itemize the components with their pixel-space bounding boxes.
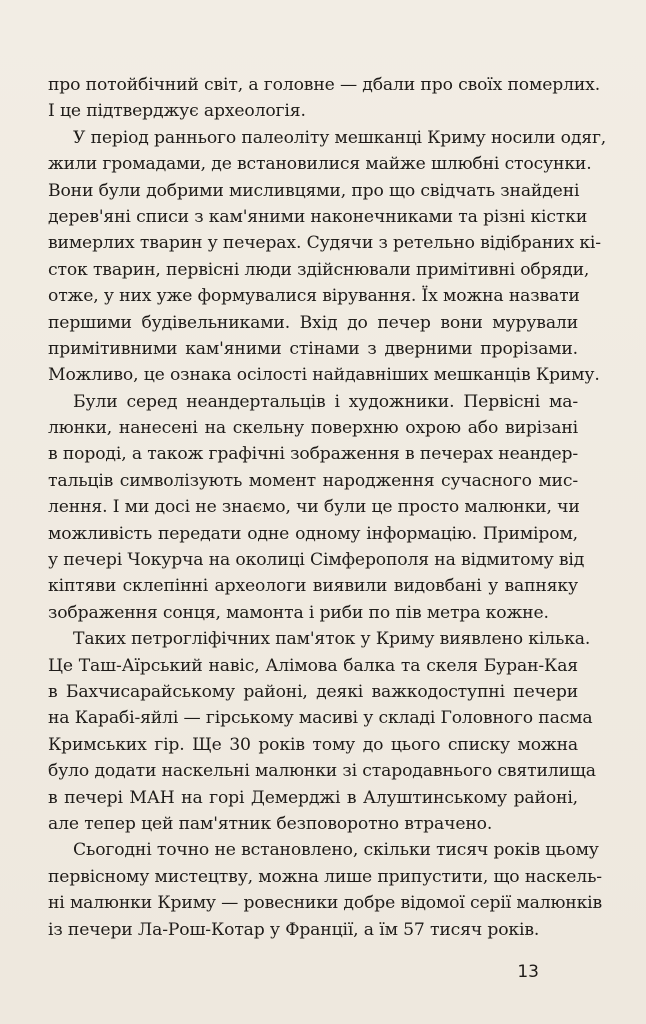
text-line: в печері МАН на горі Демерджі в Алуштинському районі, <box>48 787 578 808</box>
text-line: із печери Ла-Рош-Котар у Франції, а їм 57 тисяч років. <box>48 919 540 940</box>
text-line: Кримських гір. Ще 30 років тому до цього списку можна <box>48 734 578 755</box>
text-line: в Бахчисарайському районі, деякі важкодоступні печери <box>48 681 578 702</box>
text-line: Можливо, це ознака осілості найдавніших мешканців Криму. <box>48 365 600 386</box>
text-line: ні малюнки Криму — ровесники добре відомої серії малюнків <box>48 893 603 914</box>
text-line: було додати наскельні малюнки зі стародавнього святилища <box>48 761 596 782</box>
text-line: примітивними кам'яними стінами з дверними прорізами. <box>48 338 578 359</box>
text-line: Вони були добрими мисливцями, про що свідчать знайдені <box>48 180 580 201</box>
text-line: Були серед неандертальців і художники. Первісні ма- <box>73 391 578 412</box>
text-line: Це Таш-Аїрський навіс, Алімова балка та скеля Буран-Кая <box>48 655 578 676</box>
text-line: Сьогодні точно не встановлено, скільки тисяч років цьому <box>73 840 599 861</box>
text-line: жили громадами, де встановилися майже шлюбні стосунки. <box>48 154 592 175</box>
text-line: дерев'яні списи з кам'яними наконечниками та різні кістки <box>48 206 588 227</box>
text-line: про потойбічний світ, а головне — дбали про своїх померлих. <box>48 75 601 95</box>
text-line: І це підтверджує археологія. <box>48 101 306 122</box>
text-line: Таких петрогліфічних пам'яток у Криму виявлено кілька. <box>73 629 591 650</box>
text-line: тальців символізують момент народження сучасного мис- <box>48 470 578 491</box>
text-line: зображення сонця, мамонта і риби по пів метра кожне. <box>48 602 549 623</box>
body-text <box>48 72 607 943</box>
text-line: лення. І ми досі не знаємо, чи були це просто малюнки, чи <box>48 497 580 518</box>
text-line: кіптяви склепінні археологи виявили видовбані у вапняку <box>48 576 578 597</box>
text-line: У період раннього палеоліту мешканці Криму носили одяг, <box>73 127 607 148</box>
text-line: у печері Чокурча на околиці Сімферополя на відмитому від <box>48 550 585 571</box>
page-number: 13 <box>517 962 539 982</box>
text-line: первісному мистецтву, можна лише припустити, що наскель- <box>48 866 602 887</box>
text-line: але тепер цей пам'ятник безповоротно втрачено. <box>48 813 493 834</box>
text-line: отже, у них уже формувалися вірування. Їх можна назвати <box>48 286 580 307</box>
text-line: в породі, а також графічні зображення в печерах неандер- <box>48 444 578 465</box>
text-line: першими будівельниками. Вхід до печер вони мурували <box>48 312 578 333</box>
text-line: можливість передати одне одному інформацію. Приміром, <box>48 523 578 544</box>
text-line: на Карабі-яйлі — гірському масиві у складі Головного пасма <box>48 708 593 729</box>
text-line: люнки, нанесені на скельну поверхню охрою або вирізані <box>48 418 578 439</box>
text-line: сток тварин, первісні люди здійснювали примітивні обряди, <box>48 259 590 280</box>
text-line: вимерлих тварин у печерах. Судячи з ретельно відібраних кі- <box>48 233 601 254</box>
